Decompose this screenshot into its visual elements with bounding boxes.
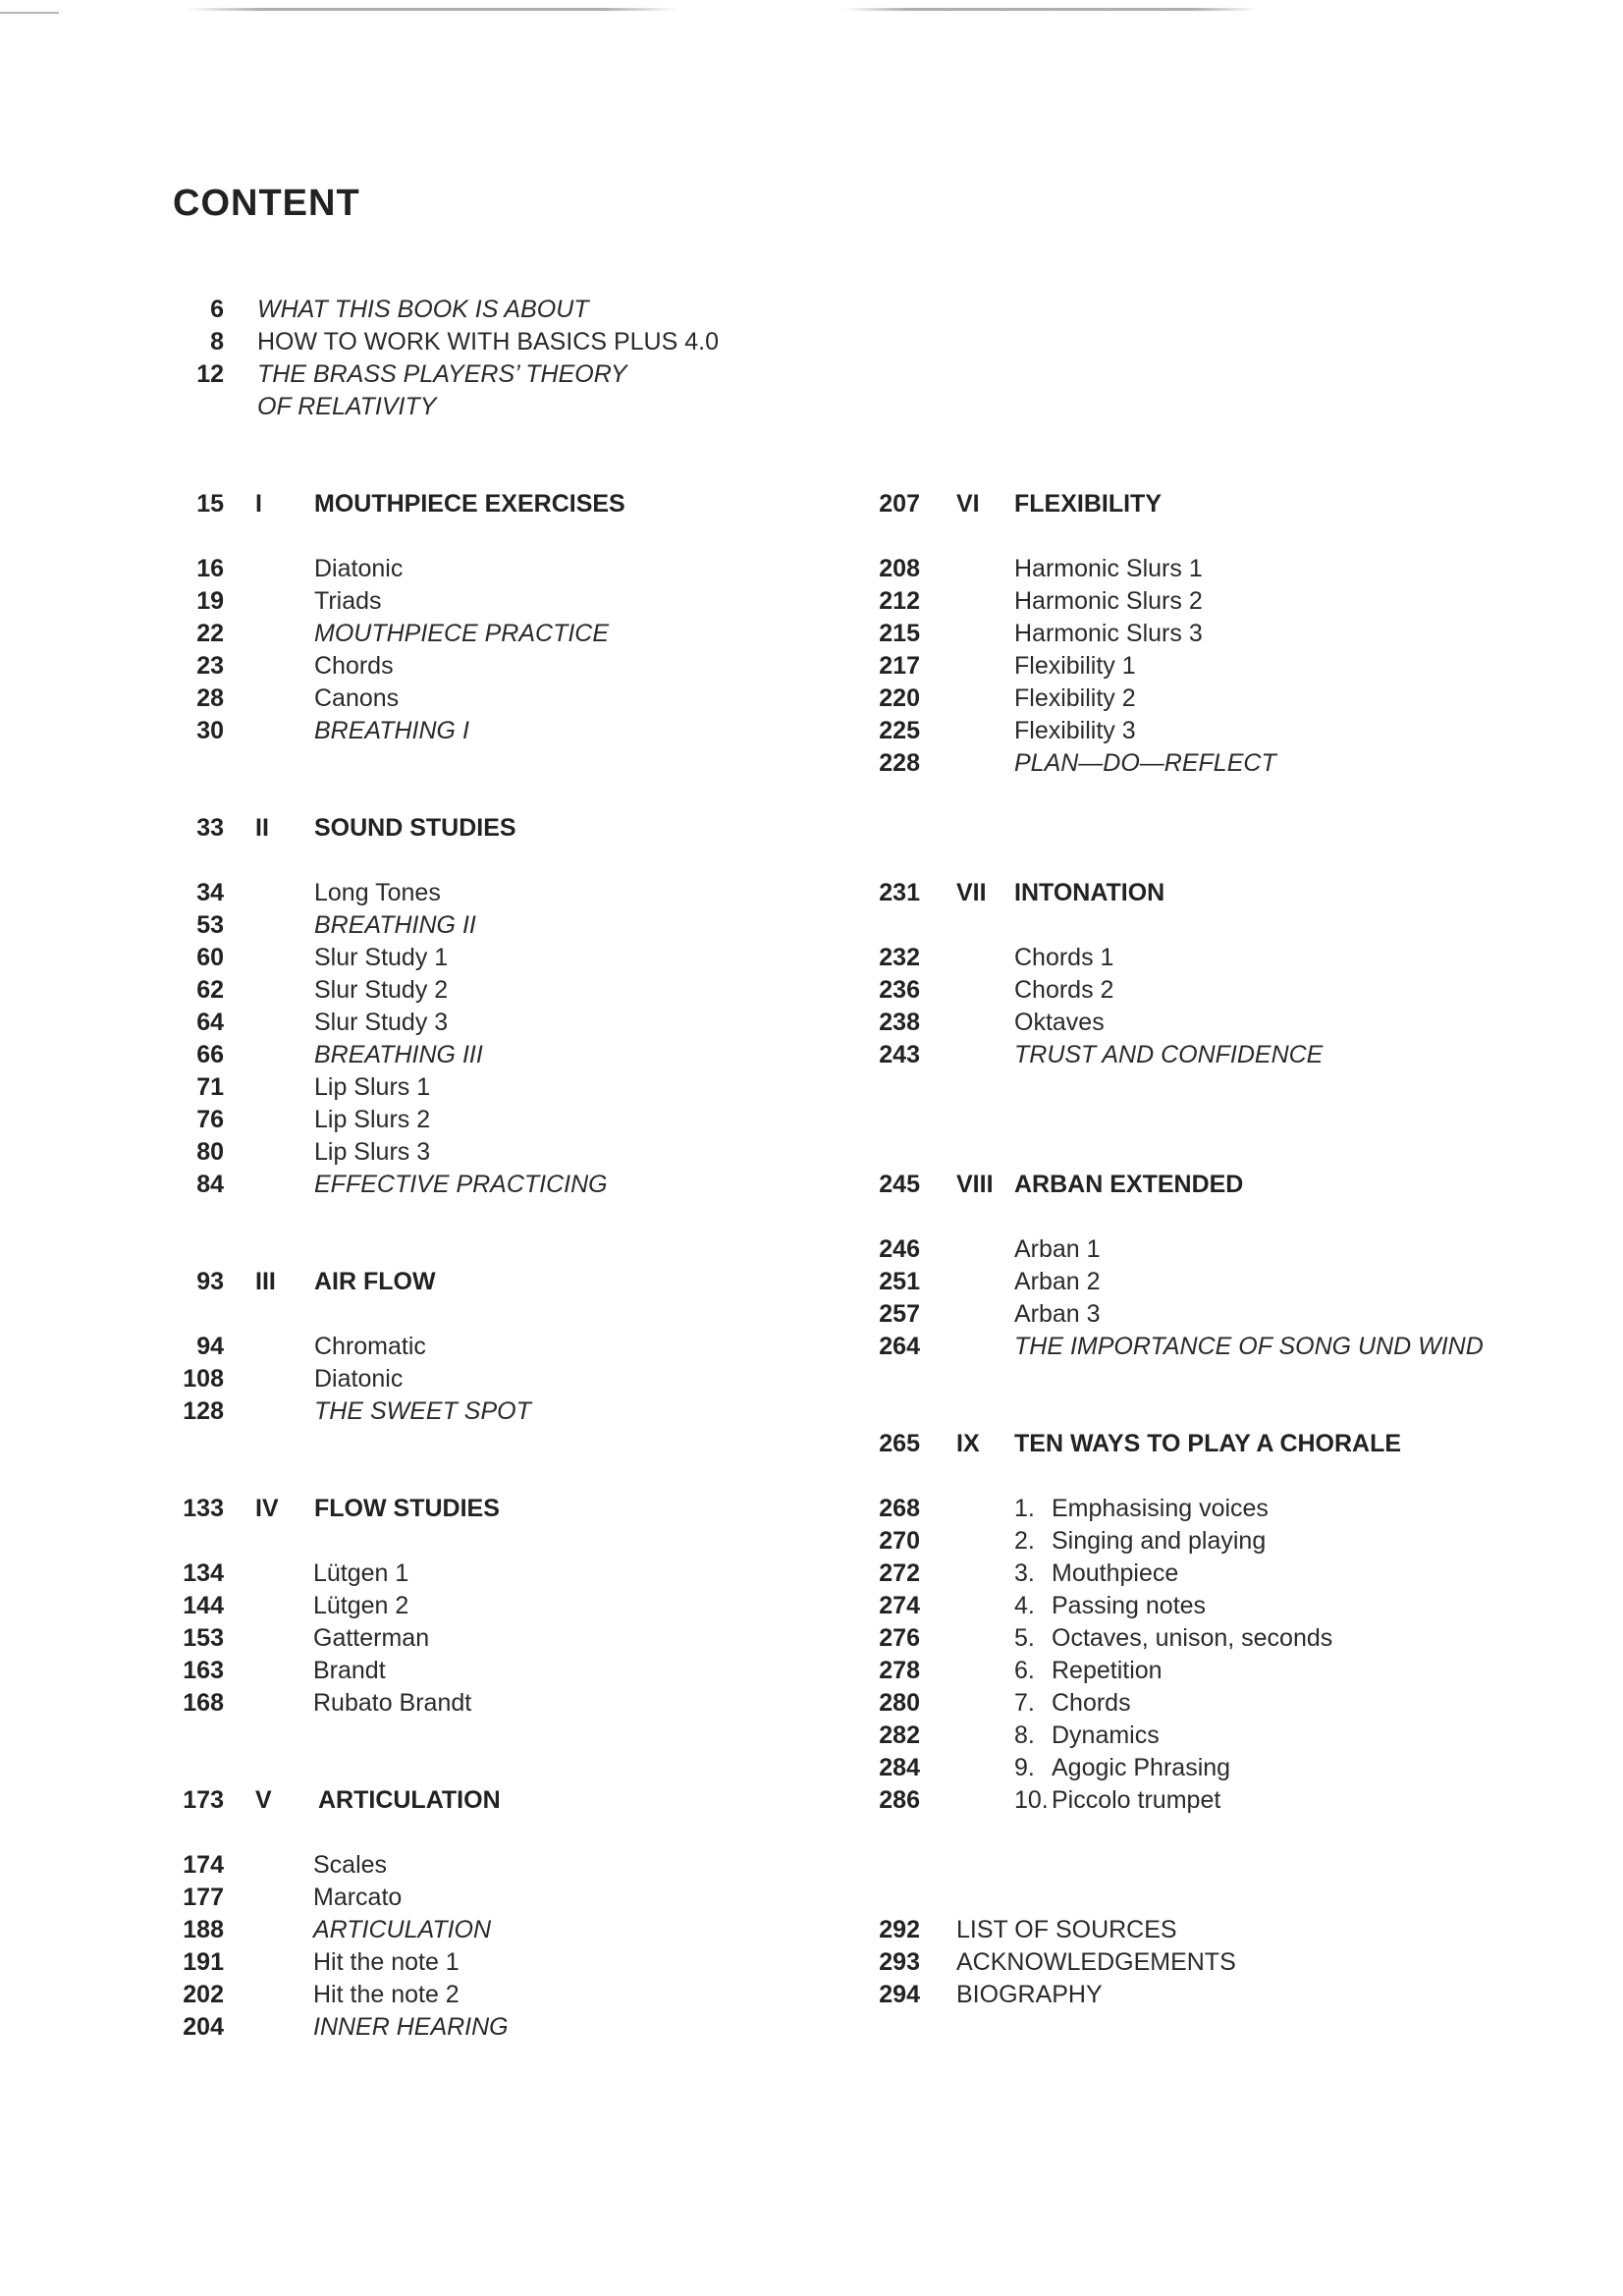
- page-number: 278: [879, 1657, 920, 1684]
- section-page-number: 93: [196, 1268, 224, 1295]
- page-number: 292: [879, 1916, 920, 1943]
- section-heading: [173, 812, 860, 845]
- toc-entry: [864, 1784, 1610, 1817]
- section-spacer: [173, 520, 860, 553]
- page-number: 225: [879, 717, 920, 744]
- page-number: 217: [879, 652, 920, 680]
- toc-entry: [173, 877, 860, 909]
- section-spacer: [864, 1882, 1610, 1914]
- toc-entry: [173, 1882, 860, 1914]
- section-numeral: IX: [956, 1430, 980, 1457]
- page-number: 232: [879, 944, 920, 971]
- entry-title: Marcato: [313, 1884, 403, 1911]
- toc-entry: [173, 1169, 860, 1201]
- toc-entry: [864, 715, 1610, 747]
- page-number: 60: [196, 944, 224, 971]
- toc-entry: [173, 1558, 860, 1590]
- toc-entry: [864, 1266, 1610, 1298]
- page-number: 66: [196, 1041, 224, 1068]
- section-spacer: [864, 1363, 1610, 1428]
- entry-title: Arban 2: [1014, 1268, 1101, 1295]
- page-number: 168: [183, 1689, 224, 1717]
- entry-label: Emphasising voices: [1052, 1495, 1269, 1522]
- entry-label: Repetition: [1052, 1657, 1163, 1684]
- toc-entry: [173, 326, 860, 358]
- entry-index: 2.: [1014, 1527, 1035, 1555]
- entry-index: 9.: [1014, 1754, 1035, 1781]
- toc-right-column: [864, 488, 1610, 2011]
- toc-entry: [864, 618, 1610, 650]
- entry-title: Hit the note 1: [313, 1948, 460, 1976]
- page-number: 62: [196, 976, 224, 1004]
- section-heading: [173, 1266, 860, 1298]
- page-number: 284: [879, 1754, 920, 1781]
- toc-entry: [864, 1331, 1610, 1363]
- section-heading: [173, 1784, 860, 1817]
- page-number: 53: [196, 911, 224, 939]
- section-numeral: III: [255, 1268, 276, 1295]
- toc-left-column: [173, 488, 860, 2044]
- toc-entry: [864, 683, 1610, 715]
- section-spacer: [173, 1201, 860, 1266]
- section-title: SOUND STUDIES: [314, 814, 516, 842]
- page-number: 94: [196, 1333, 224, 1360]
- section-spacer: [864, 845, 1610, 877]
- entry-index: 8.: [1014, 1722, 1035, 1749]
- page-number: 293: [879, 1948, 920, 1976]
- entry-title: Harmonic Slurs 3: [1014, 620, 1203, 647]
- toc-entry: [173, 683, 860, 715]
- entry-title: TRUST AND CONFIDENCE: [1014, 1041, 1324, 1068]
- section-spacer: [864, 780, 1610, 845]
- section-spacer: [864, 1071, 1610, 1136]
- entry-index: 4.: [1014, 1592, 1035, 1619]
- entry-title: Lip Slurs 3: [314, 1138, 431, 1166]
- entry-title: [1014, 1622, 1332, 1655]
- entry-title: OF RELATIVITY: [257, 393, 437, 420]
- entry-title: BREATHING I: [314, 717, 469, 744]
- entry-title: Arban 1: [1014, 1235, 1101, 1263]
- page-number: 34: [196, 879, 224, 906]
- entry-title: [1014, 1655, 1163, 1687]
- page-number: 71: [196, 1073, 224, 1101]
- section-spacer: [864, 1460, 1610, 1493]
- section-heading: [864, 1428, 1610, 1460]
- entry-title: Chords 2: [1014, 976, 1114, 1004]
- toc-entry: [173, 1622, 860, 1655]
- entry-title: Long Tones: [314, 879, 441, 906]
- section-page-number: 231: [879, 879, 920, 906]
- page-number: 246: [879, 1235, 920, 1263]
- entry-title: THE SWEET SPOT: [314, 1397, 531, 1425]
- section-spacer: [864, 1201, 1610, 1233]
- toc-entry: [173, 1007, 860, 1039]
- page-number: 6: [210, 296, 224, 323]
- entry-title: Lip Slurs 2: [314, 1106, 431, 1133]
- toc-entry: [173, 974, 860, 1007]
- toc-entry: [173, 1687, 860, 1720]
- page-number: 208: [879, 555, 920, 582]
- toc-entry: [864, 1007, 1610, 1039]
- section-spacer: [864, 1817, 1610, 1882]
- toc-entry: [864, 585, 1610, 618]
- entry-title: Rubato Brandt: [313, 1689, 472, 1717]
- entry-title: Flexibility 2: [1014, 684, 1136, 712]
- entry-index: 7.: [1014, 1689, 1035, 1717]
- entry-title: Hit the note 2: [313, 1981, 460, 2008]
- page-number: 191: [183, 1948, 224, 1976]
- toc-entry: [173, 1071, 860, 1104]
- toc-entry: [864, 1233, 1610, 1266]
- entry-label: Agogic Phrasing: [1052, 1754, 1231, 1781]
- toc-entry: [173, 1039, 860, 1071]
- entry-index: 5.: [1014, 1624, 1035, 1652]
- page-number: 23: [196, 652, 224, 680]
- entry-title: Brandt: [313, 1657, 386, 1684]
- entry-title: [1014, 1493, 1269, 1525]
- page-number: 270: [879, 1527, 920, 1555]
- section-spacer: [173, 1298, 860, 1331]
- toc-entry: [173, 294, 860, 326]
- entry-title: ARTICULATION: [313, 1916, 492, 1943]
- toc-entry: [173, 2011, 860, 2044]
- entry-title: Slur Study 3: [314, 1009, 449, 1036]
- page-number: 174: [183, 1851, 224, 1879]
- toc-entry: [173, 650, 860, 683]
- section-title: FLEXIBILITY: [1014, 490, 1162, 518]
- toc-entry: [864, 1687, 1610, 1720]
- toc-entry: [864, 1493, 1610, 1525]
- section-title: TEN WAYS TO PLAY A CHORALE: [1014, 1430, 1402, 1457]
- entry-title: EFFECTIVE PRACTICING: [314, 1171, 608, 1198]
- page-number: 276: [879, 1624, 920, 1652]
- entry-title: Lütgen 2: [313, 1592, 409, 1619]
- page-number: 286: [879, 1786, 920, 1814]
- entry-label: Chords: [1052, 1689, 1131, 1717]
- page-number: 268: [879, 1495, 920, 1522]
- section-page-number: 33: [196, 814, 224, 842]
- entry-label: Piccolo trumpet: [1052, 1786, 1221, 1814]
- entry-title: Arban 3: [1014, 1300, 1101, 1328]
- toc-entry: [173, 1395, 860, 1428]
- entry-title: Slur Study 2: [314, 976, 449, 1004]
- page-number: 128: [183, 1397, 224, 1425]
- entry-label: Octaves, unison, seconds: [1052, 1624, 1333, 1652]
- section-numeral: V: [255, 1786, 272, 1814]
- toc-entry: [864, 1558, 1610, 1590]
- entry-title: [1014, 1525, 1266, 1558]
- entry-index: 10.: [1014, 1786, 1049, 1814]
- entry-index: 3.: [1014, 1559, 1035, 1587]
- toc-entry: [173, 358, 860, 391]
- section-numeral: VIII: [956, 1171, 994, 1198]
- section-spacer: [864, 1136, 1610, 1169]
- section-numeral: I: [255, 490, 262, 518]
- toc-entry: [864, 974, 1610, 1007]
- entry-title: Chords: [314, 652, 394, 680]
- section-title: AIR FLOW: [314, 1268, 436, 1295]
- page-number: 19: [196, 587, 224, 615]
- toc-entry: [864, 650, 1610, 683]
- toc-entry: [864, 1655, 1610, 1687]
- page-number: 243: [879, 1041, 920, 1068]
- entry-title: Harmonic Slurs 2: [1014, 587, 1203, 615]
- entry-title: Gatterman: [313, 1624, 430, 1652]
- entry-title: Triads: [314, 587, 382, 615]
- page-number: 177: [183, 1884, 224, 1911]
- entry-title: HOW TO WORK WITH BASICS PLUS 4.0: [257, 328, 719, 355]
- toc-entry: [173, 1979, 860, 2011]
- page-number: 280: [879, 1689, 920, 1717]
- toc-entry: [864, 942, 1610, 974]
- section-title: ARBAN EXTENDED: [1014, 1171, 1244, 1198]
- page-number: 12: [196, 360, 224, 388]
- entry-label: Passing notes: [1052, 1592, 1207, 1619]
- toc-entry: [864, 553, 1610, 585]
- section-spacer: [173, 1817, 860, 1849]
- page-number: 257: [879, 1300, 920, 1328]
- section-page-number: 207: [879, 490, 920, 518]
- toc-entry: [864, 1622, 1610, 1655]
- section-numeral: VI: [956, 490, 980, 518]
- scan-edge-line: [844, 8, 1257, 11]
- page-number: 212: [879, 587, 920, 615]
- section-heading: [864, 1169, 1610, 1201]
- toc-entry: [864, 1752, 1610, 1784]
- entry-title: Lütgen 1: [313, 1559, 409, 1587]
- section-title: INTONATION: [1014, 879, 1165, 906]
- section-spacer: [173, 747, 860, 812]
- page-number: 282: [879, 1722, 920, 1749]
- entry-title: Chords 1: [1014, 944, 1114, 971]
- page-number: 30: [196, 717, 224, 744]
- entry-title: Chromatic: [314, 1333, 426, 1360]
- entry-title: [1014, 1752, 1230, 1784]
- toc-entry: [173, 1136, 860, 1169]
- toc-entry: [864, 1298, 1610, 1331]
- section-numeral: II: [255, 814, 269, 842]
- page-number: 236: [879, 976, 920, 1004]
- appendix-entry: [864, 1946, 1610, 1979]
- page-number: 204: [183, 2013, 224, 2041]
- toc-entry: [173, 618, 860, 650]
- toc-entry: [173, 1331, 860, 1363]
- page-number: 264: [879, 1333, 920, 1360]
- section-page-number: 15: [196, 490, 224, 518]
- toc-entry: [173, 1849, 860, 1882]
- toc-entry: [173, 942, 860, 974]
- page-number: 274: [879, 1592, 920, 1619]
- page-number: 238: [879, 1009, 920, 1036]
- scan-edge-line: [187, 8, 677, 11]
- section-heading: [173, 1493, 860, 1525]
- page-number: 294: [879, 1981, 920, 2008]
- section-numeral: VII: [956, 879, 987, 906]
- page-number: 272: [879, 1559, 920, 1587]
- page-number: 64: [196, 1009, 224, 1036]
- entry-title: Oktaves: [1014, 1009, 1105, 1036]
- page-number: 228: [879, 749, 920, 777]
- entry-title: LIST OF SOURCES: [956, 1916, 1177, 1943]
- page-number: 16: [196, 555, 224, 582]
- entry-title: [1014, 1558, 1178, 1590]
- toc-entry: [173, 909, 860, 942]
- section-title: MOUTHPIECE EXERCISES: [314, 490, 625, 518]
- entry-title: THE BRASS PLAYERS’ THEORY: [257, 360, 627, 388]
- section-spacer: [173, 1428, 860, 1493]
- toc-entry: [864, 1525, 1610, 1558]
- page-number: 220: [879, 684, 920, 712]
- scan-edge-line: [0, 12, 59, 14]
- page-number: 163: [183, 1657, 224, 1684]
- section-spacer: [864, 520, 1610, 553]
- entry-title: Canons: [314, 684, 400, 712]
- entry-title: [1014, 1784, 1220, 1817]
- section-page-number: 245: [879, 1171, 920, 1198]
- section-heading: [864, 877, 1610, 909]
- entry-title: ACKNOWLEDGEMENTS: [956, 1948, 1236, 1976]
- entry-title: Diatonic: [314, 555, 404, 582]
- entry-title: [1014, 1720, 1160, 1752]
- appendix-entry: [864, 1979, 1610, 2011]
- entry-title: Lip Slurs 1: [314, 1073, 431, 1101]
- section-title: FLOW STUDIES: [314, 1495, 500, 1522]
- page-number: 8: [210, 328, 224, 355]
- page-number: 84: [196, 1171, 224, 1198]
- section-page-number: 133: [183, 1495, 224, 1522]
- page-number: 76: [196, 1106, 224, 1133]
- page-number: 22: [196, 620, 224, 647]
- toc-entry: [173, 1104, 860, 1136]
- entry-title: THE IMPORTANCE OF SONG UND WIND: [1014, 1333, 1484, 1360]
- section-spacer: [864, 909, 1610, 942]
- toc-entry: [173, 1590, 860, 1622]
- section-spacer: [173, 1720, 860, 1784]
- entry-index: 6.: [1014, 1657, 1035, 1684]
- entry-title: BREATHING II: [314, 911, 476, 939]
- entry-label: Singing and playing: [1052, 1527, 1267, 1555]
- page-number: 108: [183, 1365, 224, 1393]
- entry-title: Harmonic Slurs 1: [1014, 555, 1203, 582]
- toc-entry: [173, 391, 860, 423]
- entry-title: Flexibility 3: [1014, 717, 1136, 744]
- toc-entry: [173, 1655, 860, 1687]
- page-number: 28: [196, 684, 224, 712]
- entry-index: 1.: [1014, 1495, 1035, 1522]
- toc-entry: [864, 747, 1610, 780]
- page-number: 251: [879, 1268, 920, 1295]
- appendix-entry: [864, 1914, 1610, 1946]
- section-spacer: [173, 1525, 860, 1558]
- page-number: 215: [879, 620, 920, 647]
- entry-title: PLAN—DO—REFLECT: [1014, 749, 1276, 777]
- section-page-number: 173: [183, 1786, 224, 1814]
- page-number: 153: [183, 1624, 224, 1652]
- page-number: 188: [183, 1916, 224, 1943]
- toc-entry: [173, 553, 860, 585]
- page-number: 202: [183, 1981, 224, 2008]
- entry-title: BIOGRAPHY: [956, 1981, 1103, 2008]
- toc-entry: [864, 1039, 1610, 1071]
- entry-label: Mouthpiece: [1052, 1559, 1179, 1587]
- entry-title: INNER HEARING: [313, 2013, 509, 2041]
- entry-title: WHAT THIS BOOK IS ABOUT: [257, 296, 589, 323]
- section-heading: [864, 488, 1610, 520]
- entry-title: Diatonic: [314, 1365, 404, 1393]
- toc-entry: [864, 1720, 1610, 1752]
- toc-entry: [173, 715, 860, 747]
- page-title: CONTENT: [173, 183, 360, 224]
- entry-title: Flexibility 1: [1014, 652, 1136, 680]
- page-number: 144: [183, 1592, 224, 1619]
- section-heading: [173, 488, 860, 520]
- toc-entry: [173, 1914, 860, 1946]
- entry-title: BREATHING III: [314, 1041, 483, 1068]
- page-number: 80: [196, 1138, 224, 1166]
- section-page-number: 265: [879, 1430, 920, 1457]
- toc-entry: [864, 1590, 1610, 1622]
- entry-title: Slur Study 1: [314, 944, 449, 971]
- toc-entry: [173, 585, 860, 618]
- section-spacer: [173, 845, 860, 877]
- entry-title: [1014, 1687, 1131, 1720]
- toc-entry: [173, 1946, 860, 1979]
- page-number: 134: [183, 1559, 224, 1587]
- entry-title: Scales: [313, 1851, 388, 1879]
- entry-label: Dynamics: [1052, 1722, 1160, 1749]
- entry-title: [1014, 1590, 1206, 1622]
- section-numeral: IV: [255, 1495, 279, 1522]
- section-title: ARTICULATION: [318, 1786, 501, 1814]
- intro-list: [173, 294, 860, 423]
- toc-entry: [173, 1363, 860, 1395]
- entry-title: MOUTHPIECE PRACTICE: [314, 620, 610, 647]
